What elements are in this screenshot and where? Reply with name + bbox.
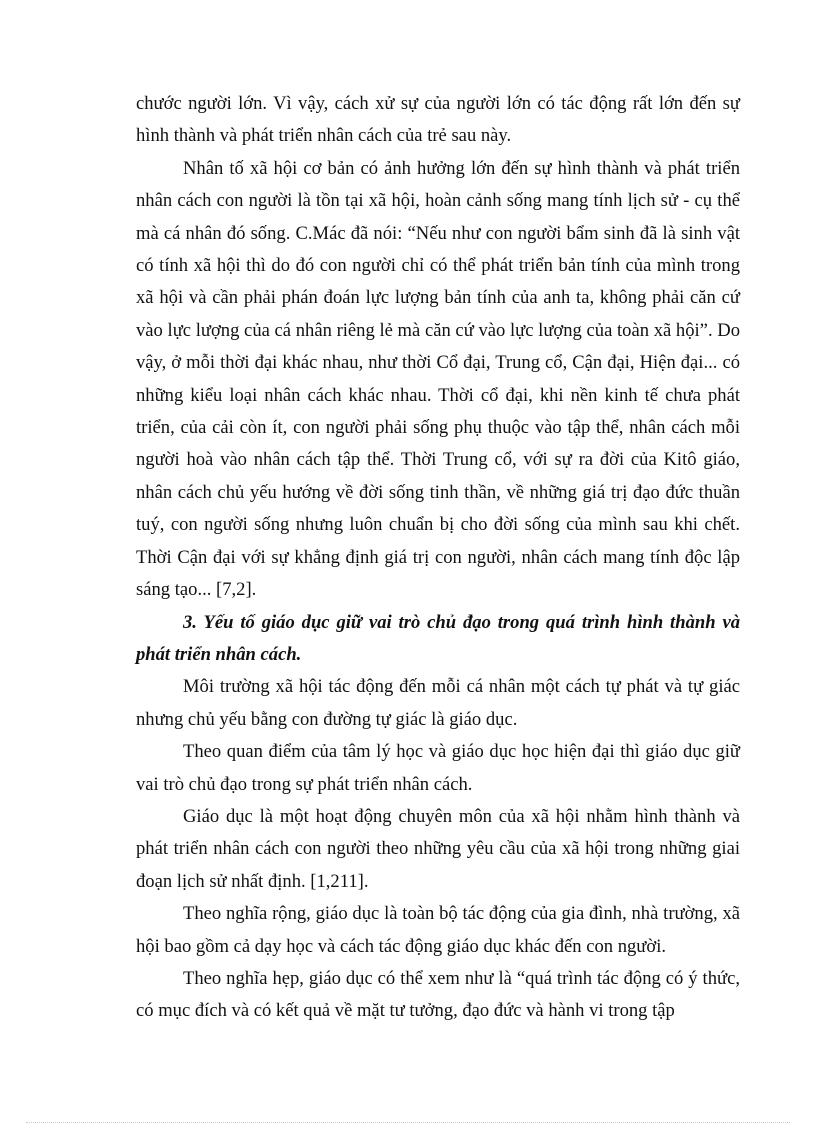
paragraph-education-definition: Giáo dục là một hoạt động chuyên môn của xã hội nhằm hình thành và phát triển nhân cách con người theo những yêu cầu của xã hội trong những giai đoạn lịch sử nhất định. [1,211]. xyxy=(136,805,740,892)
paragraph-broad-sense: Theo nghĩa rộng, giáo dục là toàn bộ tác động của gia đình, nhà trường, xã hội bao gồm cả dạy học và cách tác động giáo dục khác đến con người. xyxy=(136,903,740,957)
paragraph-narrow-sense: Theo nghĩa hẹp, giáo dục có thể xem như là “quá trình tác động có ý thức, có mục đích và có kết quả về mặt tư tưởng, đạo đức và hành vi trong tập xyxy=(136,967,740,1022)
section-heading-education: 3. Yếu tố giáo dục giữ vai trò chủ đạo trong quá trình hình thành và phát triển nhân cách. xyxy=(136,611,740,665)
paragraph-modern-view: Theo quan điểm của tâm lý học và giáo dục học hiện đại thì giáo dục giữ vai trò chủ đạo trong sự phát triển nhân cách. xyxy=(136,741,740,795)
paragraph-social-factor: Nhân tố xã hội cơ bản có ảnh hưởng lớn đến sự hình thành và phát triển nhân cách con người là tồn tại xã hội, hoàn cảnh sống mang tính lịch sử - cụ thể mà cá nhân đó sống. C.Mác đã nói: “Nếu như con người bẩm sinh đã là sinh vật có tính xã hội thì do đó con người chỉ có thể phát triển bản tính của mình trong xã hội và cần phải phán đoán lực lượng bản tính của anh ta, không phải căn cứ vào lực lượng của cá nhân riêng lẻ mà căn cứ vào lực lượng của toàn xã hội”. Do vậy, ở mỗi thời đại khác nhau, như thời Cổ đại, Trung cổ, Cận đại, Hiện đại... có những kiểu loại nhân cách khác nhau. Thời cổ đại, khi nền kinh tế chưa phát triển, của cải còn ít, con người phải sống phụ thuộc vào tập thể, nhân cách mỗi người hoà vào nhân cách tập thể. Thời Trung cổ, với sự ra đời của Kitô giáo, nhân cách chủ yếu hướng về đời sống tinh thần, về những giá trị đạo đức thuần tuý, con người sống nhưng luôn chuẩn bị cho đời sống của mình sau khi chết. Thời Cận đại với sự khẳng định giá trị con người, nhân cách mang tính độc lập sáng tạo... [7,2]. xyxy=(136,157,740,601)
body-text xyxy=(136,88,740,1028)
paragraph-continuation: chước người lớn. Vì vậy, cách xử sự của người lớn có tác động rất lớn đến sự hình thành và phát triển nhân cách của trẻ sau này. xyxy=(136,93,740,147)
paragraph-social-environment: Môi trường xã hội tác động đến mỗi cá nhân một cách tự phát và tự giác nhưng chủ yếu bằng con đường tự giác là giáo dục. xyxy=(136,676,740,730)
